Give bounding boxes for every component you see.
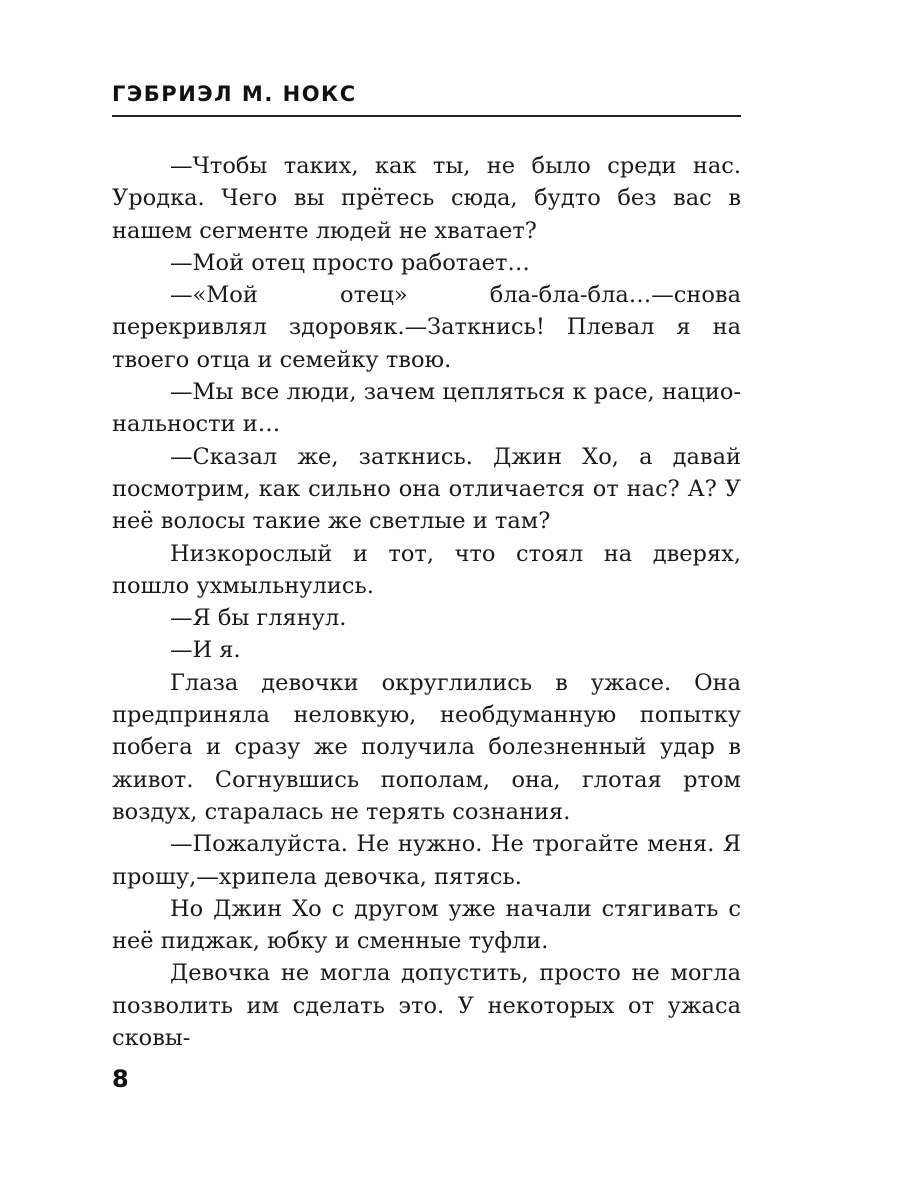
paragraph: —И я. xyxy=(170,637,241,664)
paragraph: —Мой отец просто работает… xyxy=(170,249,530,276)
running-head-author: ГЭБРИЭЛ М. НОКС xyxy=(112,82,357,106)
paragraph: Но Джин Хо с другом уже начали стягивать с неё пиджак, юбку и сменные туфли. xyxy=(112,895,741,955)
page-body xyxy=(112,150,741,1054)
paragraph: —«Мой отец» бла-бла-бла…—снова перекривлял здоровяк.—Заткнись! Плевал я на твоего отца и семейку твою. xyxy=(112,282,741,373)
page-number: 8 xyxy=(112,1065,129,1093)
paragraph: —Пожалуйста. Не нужно. Не трогайте меня. Я прошу,—хрипела девочка, пятясь. xyxy=(112,831,741,890)
paragraph: —Чтобы таких, как ты, не было среди нас. Уродка. Чего вы прётесь сюда, будто без вас в нашем сегменте людей не хватает? xyxy=(112,153,741,244)
paragraph: Глаза девочки округлились в ужасе. Она предприняла неловкую, необдуманную попытку побега и сразу же получила болезненный удар в живот. Согнувшись пополам, она, глотая ртом воздух, старалась не терять сознания. xyxy=(112,669,741,825)
header-rule xyxy=(112,115,741,117)
paragraph: Девочка не могла допустить, просто не могла позволить им сделать это. У некоторых от ужаса сковы- xyxy=(112,960,741,1052)
paragraph: Низкорослый и тот, что стоял на дверях, пошло ухмыльнулись. xyxy=(112,540,741,599)
paragraph: —Сказал же, заткнись. Джин Хо, а давай посмотрим, как сильно она отличается от нас? А? У неё волосы такие же светлые и там? xyxy=(112,443,741,535)
paragraph: —Мы все люди, зачем цепляться к расе, национальности и… xyxy=(112,379,741,438)
paragraph: —Я бы глянул. xyxy=(170,605,347,632)
